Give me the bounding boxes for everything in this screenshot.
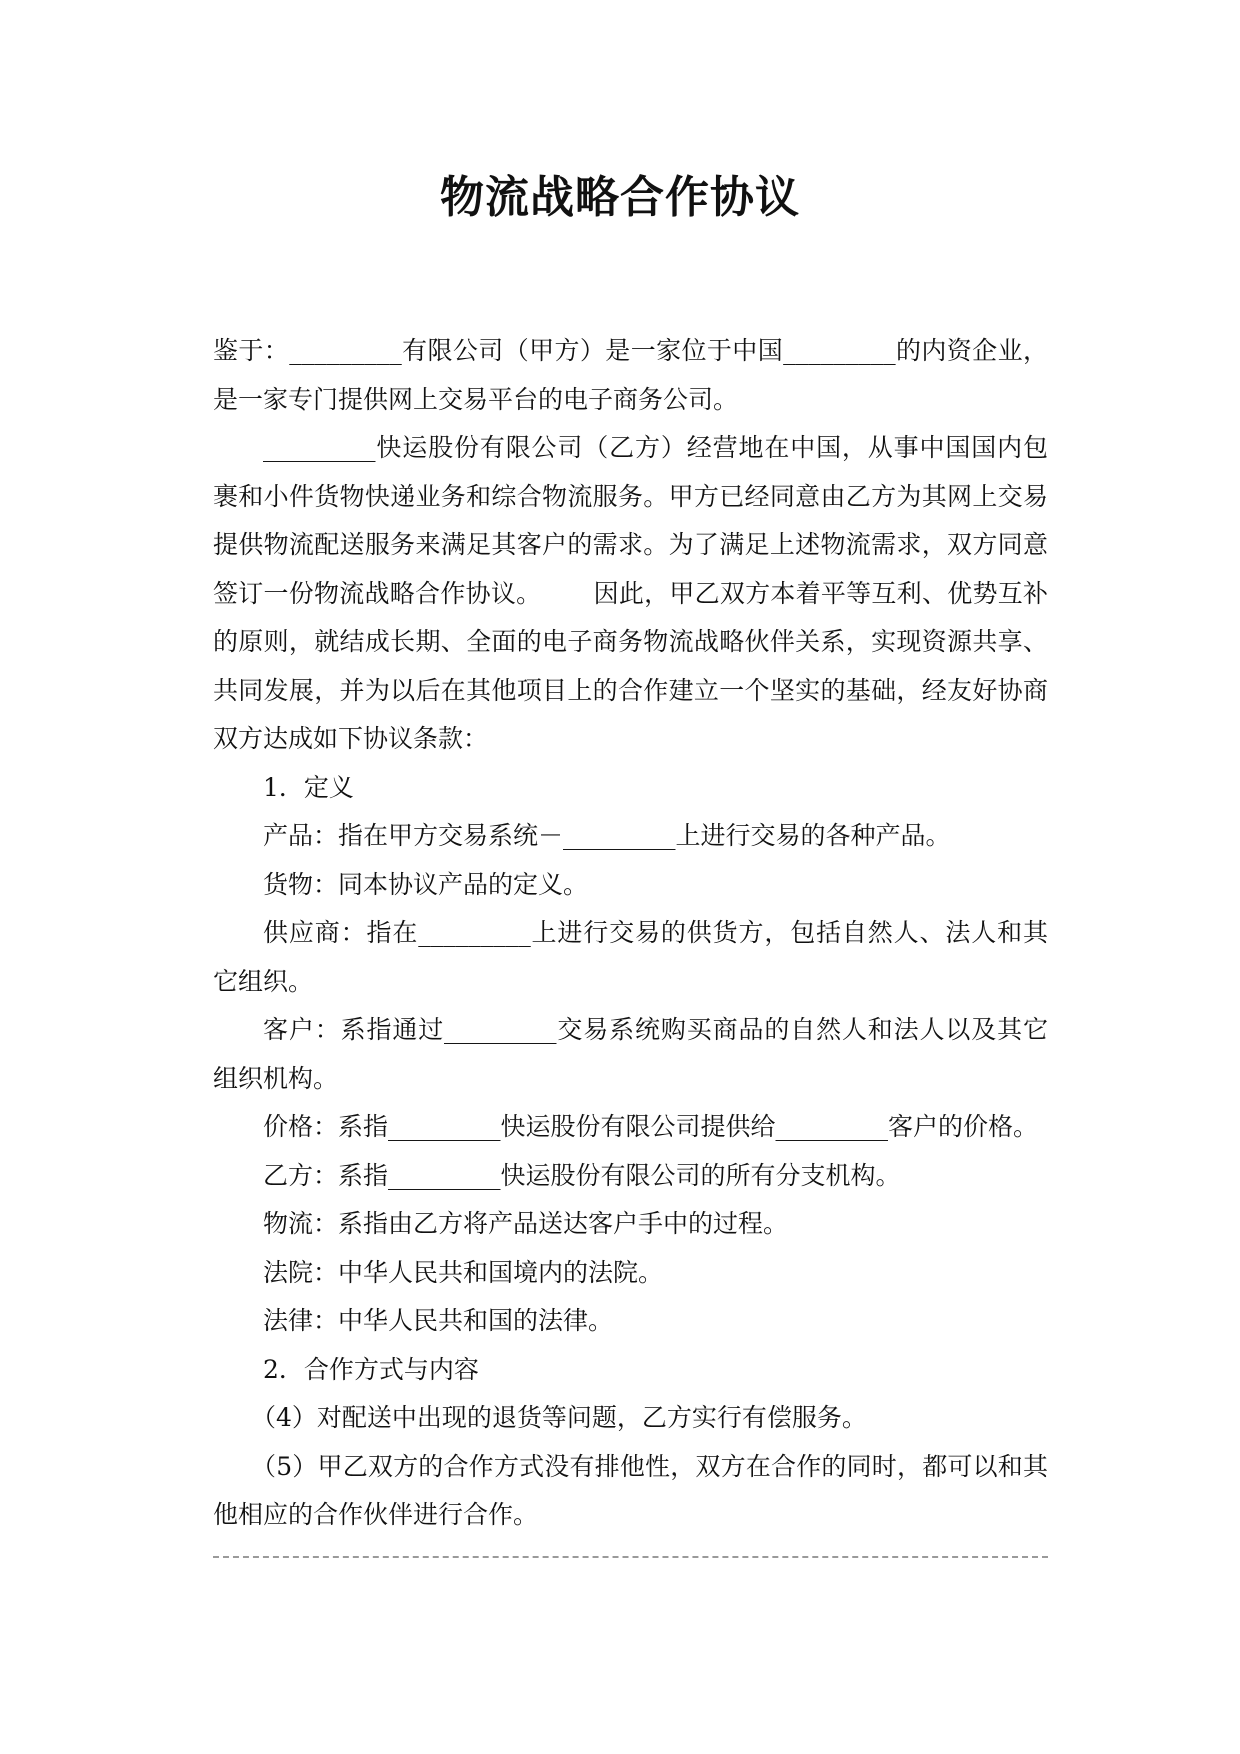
definition-customer: 客户：系指通过_________交易系统购买商品的自然人和法人以及其它组织机构。	[213, 1015, 1048, 1093]
section-1-heading: 1．定义	[263, 772, 354, 802]
document-title: 物流战略合作协议	[440, 172, 800, 223]
definition-supplier: 供应商：指在_________上进行交易的供货方，包括自然人、法人和其它组织。	[213, 918, 1048, 996]
definition-logistics: 物流：系指由乙方将产品送达客户手中的过程。	[263, 1209, 789, 1238]
definition-party-b: 乙方：系指_________快运股份有限公司的所有分支机构。	[263, 1160, 901, 1190]
definition-price: 价格：系指_________快运股份有限公司提供给_________客户的价格。	[263, 1112, 1039, 1141]
section-2-heading: 2．合作方式与内容	[263, 1354, 479, 1384]
definition-court: 法院：中华人民共和国境内的法院。	[263, 1257, 664, 1287]
clause-4: （4）对配送中出现的退货等问题，乙方实行有偿服务。	[251, 1403, 867, 1432]
definition-law: 法律：中华人民共和国的法律。	[263, 1306, 614, 1335]
page-divider	[213, 1556, 1048, 1558]
definition-product: 产品：指在甲方交易系统－_________上进行交易的各种产品。	[263, 821, 951, 850]
preamble-paragraph-1: 鉴于：_________有限公司（甲方）是一家位于中国_________的内资企业，是一家专门提供网上交易平台的电子商务公司。	[213, 336, 1048, 414]
definition-goods: 货物：同本协议产品的定义。	[263, 869, 589, 899]
preamble-paragraph-3-text: 因此，甲乙双方本着平等互利、优势互补的原则，就结成长期、全面的电子商务物流战略伙伴关系，实现资源共享、共同发展，并为以后在其他项目上的合作建立一个坚实的基础，经友好协商双方达成如下协议条款：	[213, 578, 1048, 753]
preamble-paragraph-2-text: _________快运股份有限公司（乙方）经营地在中国，从事中国国内包裹和小件货物快递业务和综合物流服务。甲方已经同意由乙方为其网上交易提供物流配送服务来满足其客户的需求。为了满足上述物流需求，双方同意签订一份物流战略合作协议。	[213, 433, 1048, 608]
preamble-paragraph-2	[213, 424, 1048, 764]
clause-5: （5）甲乙双方的合作方式没有排他性，双方在合作的同时，都可以和其他相应的合作伙伴进行合作。	[213, 1451, 1048, 1529]
document-body	[213, 327, 1048, 1540]
